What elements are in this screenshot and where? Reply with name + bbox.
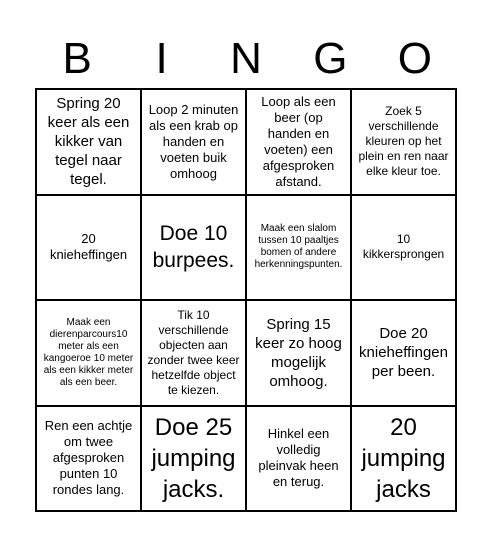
bingo-cell-r4c2[interactable]: Doe 25 jumping jacks. bbox=[141, 406, 246, 512]
bingo-cell-r1c1[interactable]: Spring 20 keer als een kikker van tegel naar tegel. bbox=[36, 89, 141, 195]
bingo-cell-r3c3[interactable]: Spring 15 keer zo hoog mogelijk omhoog. bbox=[246, 300, 351, 406]
header-letter-g: G bbox=[313, 34, 348, 83]
header-letter-b: B bbox=[62, 34, 92, 83]
bingo-cell-r4c1[interactable]: Ren een achtje om twee afgesproken punten 10 rondes lang. bbox=[36, 406, 141, 512]
bingo-cell-r1c3[interactable]: Loop als een beer (op handen en voeten) een afgesproken afstand. bbox=[246, 89, 351, 195]
bingo-cell-r4c4[interactable]: 20 jumping jacks bbox=[351, 406, 456, 512]
bingo-header bbox=[35, 30, 457, 88]
bingo-cell-r1c4[interactable]: Zoek 5 verschillende kleuren op het plein en ren naar elke kleur toe. bbox=[351, 89, 456, 195]
bingo-cell-r4c3[interactable]: Hinkel een volledig pleinvak heen en terug. bbox=[246, 406, 351, 512]
bingo-cell-r2c3[interactable]: Maak een slalom tussen 10 paaltjes bomen of andere herkenningspunten. bbox=[246, 195, 351, 301]
bingo-cell-r3c2[interactable]: Tik 10 verschillende objecten aan zonder twee keer hetzelfde object te kiezen. bbox=[141, 300, 246, 406]
bingo-cell-r3c4[interactable]: Doe 20 knieheffingen per been. bbox=[351, 300, 456, 406]
bingo-cell-r3c1[interactable]: Maak een dierenparcours10 meter als een kangoeroe 10 meter als een kikker meter als een beer. bbox=[36, 300, 141, 406]
bingo-cell-r2c1[interactable]: 20 knieheffingen bbox=[36, 195, 141, 301]
bingo-cell-r2c4[interactable]: 10 kikkersprongen bbox=[351, 195, 456, 301]
bingo-grid bbox=[35, 88, 457, 512]
header-letter-n: N bbox=[230, 34, 262, 83]
header-letter-o: O bbox=[397, 34, 432, 83]
bingo-cell-r2c2[interactable]: Doe 10 burpees. bbox=[141, 195, 246, 301]
bingo-cell-r1c2[interactable]: Loop 2 minuten als een krab op handen en voeten buik omhoog bbox=[141, 89, 246, 195]
header-letter-i: I bbox=[155, 34, 168, 83]
